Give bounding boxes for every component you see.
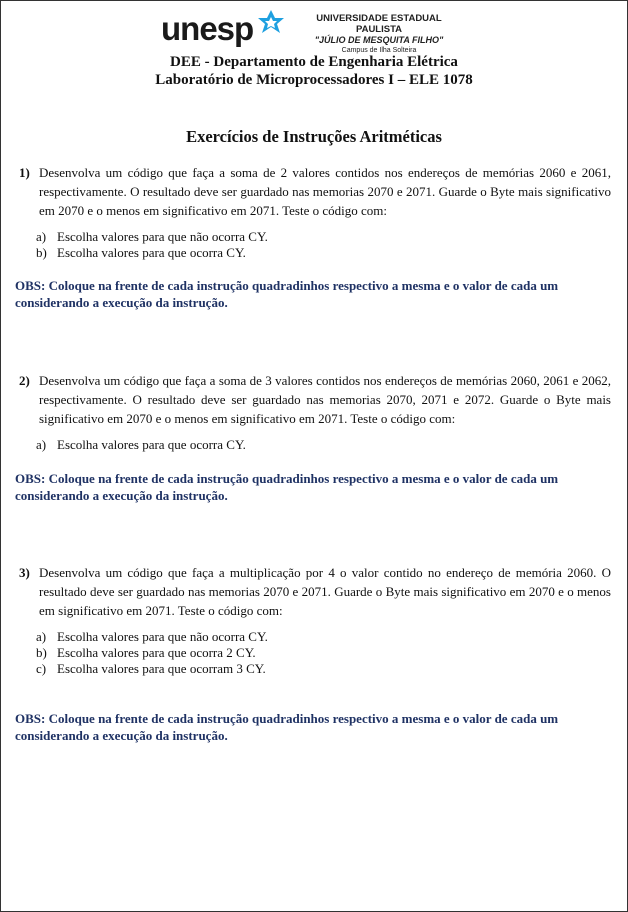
option-letter: a) bbox=[36, 437, 47, 452]
question-number: 2) bbox=[19, 373, 30, 388]
question-1 bbox=[15, 163, 611, 261]
obs-note-1: OBS: Coloque na frente de cada instrução quadradinhos respectivo a mesma e o valor de cada um considerando a execução da instrução. bbox=[15, 278, 559, 310]
university-subtitle: "JÚLIO DE MESQUITA FILHO" bbox=[314, 35, 444, 45]
question-text: Desenvolva um código que faça a soma de 3 valores contidos nos endereços de memórias 2060, 2061 e 2062, respectivamente. O resultado deve ser guardado nas memorias 2070, 2071 e 2072. Guarde o Byte mais significativo em 2070 e o menos em significativo em 2071. Teste o código com: bbox=[39, 373, 611, 426]
option-text: Escolha valores para que ocorra CY. bbox=[57, 437, 246, 452]
logo-wordmark: unesp bbox=[161, 10, 254, 47]
list-item bbox=[36, 437, 611, 453]
option-letter: b) bbox=[36, 245, 47, 260]
question-2 bbox=[15, 371, 611, 453]
question-3 bbox=[15, 563, 611, 677]
question-text: Desenvolva um código que faça a soma de 2 valores contidos nos endereços de memórias 2060 e 2061, respectivamente. O resultado deve ser guardado nas memorias 2070 e 2071. Guarde o Byte mais significativo em 2070 e o menos em significativo em 2071. Teste o código com: bbox=[39, 165, 611, 218]
question-number: 3) bbox=[19, 565, 30, 580]
page-title: Exercícios de Instruções Aritméticas bbox=[186, 127, 442, 146]
option-text: Escolha valores para que ocorra 2 CY. bbox=[57, 645, 256, 660]
department-name: DEE - Departamento de Engenharia Elétrica bbox=[170, 54, 458, 70]
question-text: Desenvolva um código que faça a multiplicação por 4 o valor contido no endereço de memória 2060. O resultado deve ser guardado nas memorias 2070 e 2071. Guarde o Byte mais significativo em 2070 e o menos em significativo em 2071. Teste o código com: bbox=[39, 565, 611, 618]
unesp-emblem-icon bbox=[257, 9, 285, 39]
option-letter: a) bbox=[36, 229, 47, 244]
option-letter: b) bbox=[36, 645, 47, 660]
list-item bbox=[36, 245, 611, 261]
option-text: Escolha valores para que ocorram 3 CY. bbox=[57, 661, 266, 676]
option-text: Escolha valores para que não ocorra CY. bbox=[57, 229, 268, 244]
list-item bbox=[36, 629, 611, 645]
option-list bbox=[36, 437, 611, 453]
campus-name: Campus de Ilha Solteira bbox=[341, 47, 417, 54]
university-name: UNIVERSIDADE ESTADUAL PAULISTA bbox=[316, 13, 442, 35]
option-letter: c) bbox=[36, 661, 47, 676]
course-name: Laboratório de Microprocessadores I – ELE 1078 bbox=[155, 72, 473, 88]
university-logo bbox=[161, 9, 481, 54]
department-heading bbox=[1, 53, 627, 89]
question-number: 1) bbox=[19, 165, 30, 180]
obs-note-3: OBS: Coloque na frente de cada instrução quadradinhos respectivo a mesma e o valor de cada um considerando a execução da instrução. bbox=[15, 711, 559, 743]
option-list bbox=[36, 229, 611, 261]
option-letter: a) bbox=[36, 629, 47, 644]
option-text: Escolha valores para que não ocorra CY. bbox=[57, 629, 268, 644]
list-item bbox=[36, 661, 611, 677]
option-list bbox=[36, 629, 611, 677]
option-text: Escolha valores para que ocorra CY. bbox=[57, 245, 246, 260]
list-item bbox=[36, 645, 611, 661]
obs-note-2: OBS: Coloque na frente de cada instrução quadradinhos respectivo a mesma e o valor de cada um considerando a execução da instrução. bbox=[15, 471, 559, 503]
university-name-block bbox=[294, 13, 464, 56]
list-item bbox=[36, 229, 611, 245]
